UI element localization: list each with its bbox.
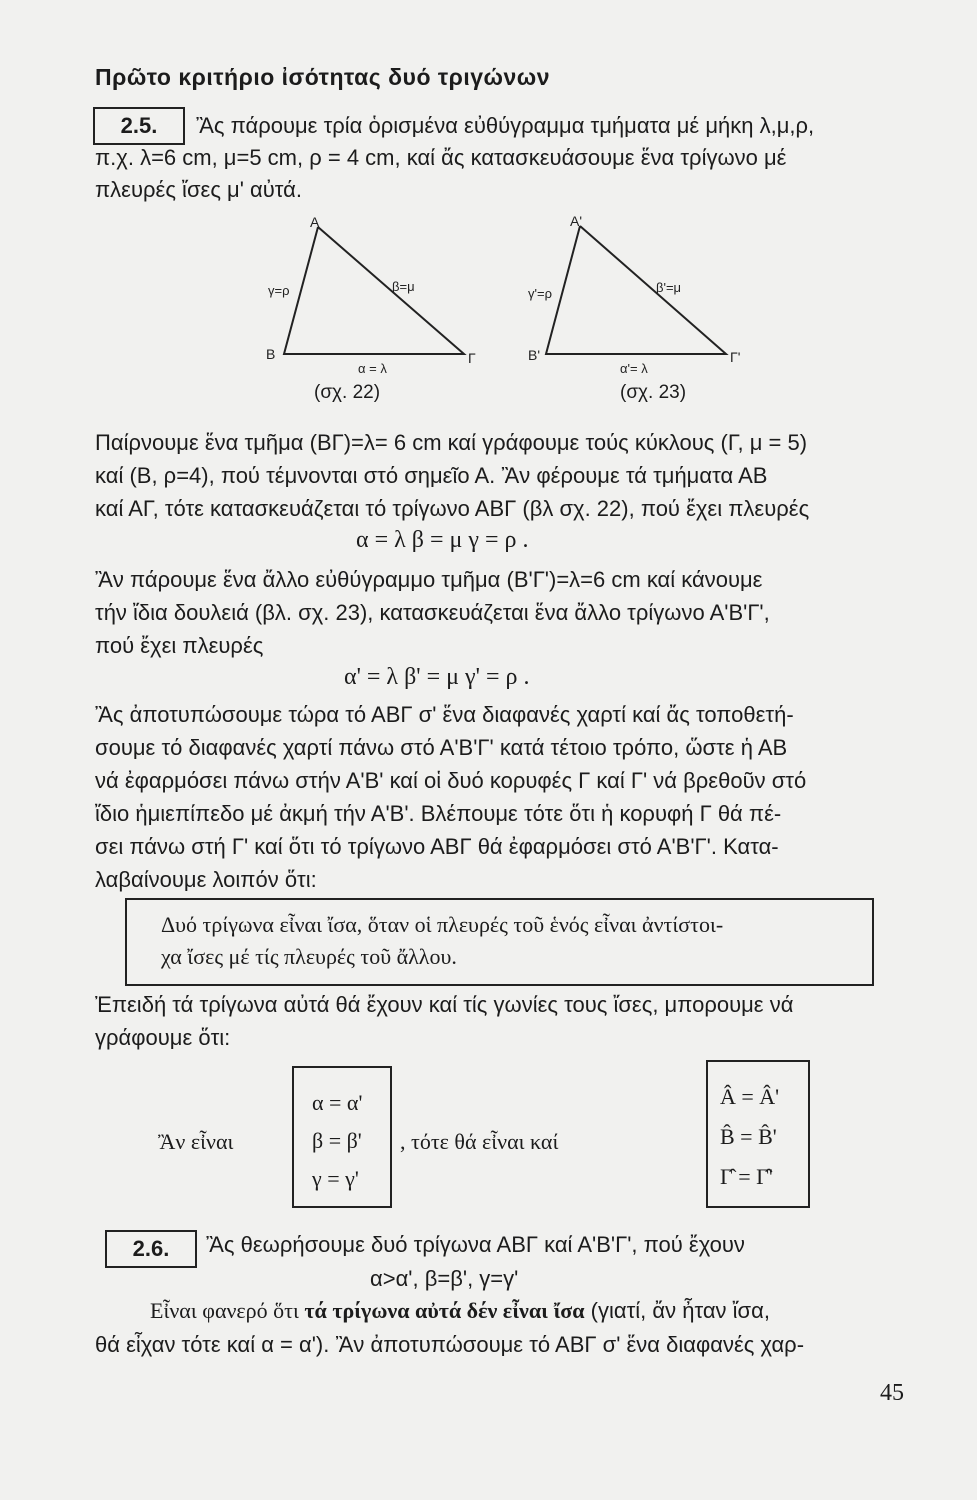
para3-line-4: ἴδιο ἡμιεπίπεδο μέ ἀκμή τήν Α'Β'. Βλέπουμε τότε ὅτι ἡ κορυφή Γ θά πέ-	[95, 801, 782, 826]
theorem-line-1: Δυό τρίγωνα εἶναι ἴσα, ὅταν οἱ πλευρές τοῦ ἑνός εἶναι ἀντίστοι-	[161, 912, 724, 937]
implication-right-2: B̂ = B̂'	[720, 1124, 777, 1149]
fig22-right-vertex-label: Γ	[468, 350, 476, 366]
para5-line-1-pre: Εἶναι φανερό ὅτι	[150, 1298, 305, 1323]
section-number-2-6: 2.6.	[105, 1230, 197, 1268]
para3-line-5: σει πάνω στή Γ' καί ὅτι τό τρίγωνο ΑΒΓ θά ἐφαρμόσει στό Α'Β'Γ'. Κατα-	[95, 834, 779, 859]
fig22-left-vertex-label: B	[266, 346, 276, 362]
section-number-2-5: 2.5.	[93, 107, 185, 145]
para5-line-2: θά εἶχαν τότε καί α = α'). Ἂν ἀποτυπώσουμε τό ΑΒΓ σ' ἕνα διαφανές χαρ-	[95, 1332, 805, 1357]
fig22-base-label: α = λ	[358, 361, 387, 376]
theorem-line-2: χα ἴσες μέ τίς πλευρές τοῦ ἄλλου.	[161, 944, 457, 969]
implication-left-3: γ = γ'	[312, 1166, 359, 1191]
section-2-5-line-1: Ἂς πάρουμε τρία ὁρισμένα εὐθύγραμμα τμήματα μέ μήκη λ,μ,ρ,	[196, 113, 815, 138]
fig23-caption: (σχ. 23)	[620, 382, 687, 403]
para2-line-3: πού ἔχει πλευρές	[95, 633, 264, 658]
section-heading: Πρῶτο κριτήριο ἰσότητας δυό τριγώνων	[95, 64, 550, 90]
fig23-left-side-label: γ'=ρ	[528, 286, 552, 301]
implication-then-label: , τότε θά εἶναι καί	[400, 1129, 559, 1154]
implication-if-label: Ἂν εἶναι	[158, 1129, 234, 1154]
para1-line-2: καί (Β, ρ=4), πού τέμνονται στό σημεῖο Α. Ἂν φέρουμε τά τμήματα ΑΒ	[95, 463, 768, 488]
formula-second-triangle-sides: α' = λ β' = μ γ' = ρ .	[344, 664, 530, 690]
para1-line-1: Παίρνουμε ἕνα τμῆμα (ΒΓ)=λ= 6 cm καί γράφουμε τούς κύκλους (Γ, μ = 5)	[95, 430, 808, 455]
section-2-5-line-3: πλευρές ἴσες μ' αὐτά.	[95, 177, 302, 202]
para5-line-1	[150, 1296, 770, 1326]
implication-right-1: Â = Â'	[720, 1084, 780, 1109]
triangle-figure-23	[520, 212, 760, 382]
fig22-caption: (σχ. 22)	[314, 382, 381, 403]
section-2-6-line-2: α>α', β=β', γ=γ'	[370, 1266, 519, 1291]
fig22-left-side-label: γ=ρ	[268, 283, 290, 298]
para3-line-3: νά ἐφαρμόσει πάνω στήν Α'Β' καί οἱ δυό κορυφές Γ καί Γ' νά βρεθοῦν στό	[95, 768, 807, 793]
implication-left-1: α = α'	[312, 1090, 363, 1115]
para1-line-3: καί ΑΓ, τότε κατασκευάζεται τό τρίγωνο ΑΒΓ (βλ σχ. 22), πού ἔχει πλευρές	[95, 496, 810, 521]
implication-left-2: β = β'	[312, 1128, 362, 1153]
theorem-box	[125, 898, 874, 986]
para4-line-2: γράφουμε ὅτι:	[95, 1025, 231, 1050]
fig22-apex-label: A	[310, 215, 320, 230]
fig23-left-vertex-label: B'	[528, 347, 541, 363]
para3-line-2: σουμε τό διαφανές χαρτί πάνω στό Α'Β'Γ' κατά τέτοιο τρόπο, ὥστε ἡ ΑΒ	[95, 735, 788, 760]
section-2-5-line-2: π.χ. λ=6 cm, μ=5 cm, ρ = 4 cm, καί ἄς κατασκευάσουμε ἕνα τρίγωνο μέ	[95, 145, 787, 170]
para3-line-1: Ἂς ἀποτυπώσουμε τώρα τό ΑΒΓ σ' ἕνα διαφανές χαρτί καί ἄς τοποθετή-	[95, 702, 794, 727]
fig23-right-vertex-label: Γ'	[730, 349, 741, 365]
para2-line-2: τήν ἴδια δουλειά (βλ. σχ. 23), κατασκευάζεται ἕνα ἄλλο τρίγωνο Α'Β'Γ',	[95, 600, 770, 625]
implication-right-box	[706, 1060, 810, 1208]
section-2-6-line-1: Ἂς θεωρήσουμε δυό τρίγωνα ΑΒΓ καί Α'Β'Γ', πού ἔχουν	[206, 1232, 745, 1257]
implication-left-box	[292, 1066, 392, 1208]
para2-line-1: Ἂν πάρουμε ἕνα ἄλλο εὐθύγραμμο τμῆμα (Β'Γ')=λ=6 cm καί κάνουμε	[95, 567, 763, 592]
page-number: 45	[880, 1380, 904, 1406]
fig22-right-side-label: β=μ	[392, 279, 415, 294]
fig23-apex-label: A'	[570, 213, 583, 229]
para3-line-6: λαβαίνουμε λοιπόν ὅτι:	[95, 867, 317, 892]
para5-line-1-post: (γιατί, ἄν ἦταν ἴσα,	[584, 1298, 770, 1323]
para4-line-1: Ἐπειδή τά τρίγωνα αὐτά θά ἔχουν καί τίς γωνίες τους ἴσες, μπορουμε νά	[95, 992, 794, 1017]
fig23-base-label: α'= λ	[620, 361, 648, 376]
formula-triangle-sides: α = λ β = μ γ = ρ .	[356, 527, 529, 553]
para5-line-1-bold: τά τρίγωνα αὐτά δέν εἶναι ἴσα	[304, 1298, 585, 1323]
implication-right-3: Γ̂ = Γ̂'	[720, 1164, 773, 1189]
fig23-right-side-label: β'=μ	[656, 280, 682, 295]
triangle-figure-22	[260, 215, 490, 385]
